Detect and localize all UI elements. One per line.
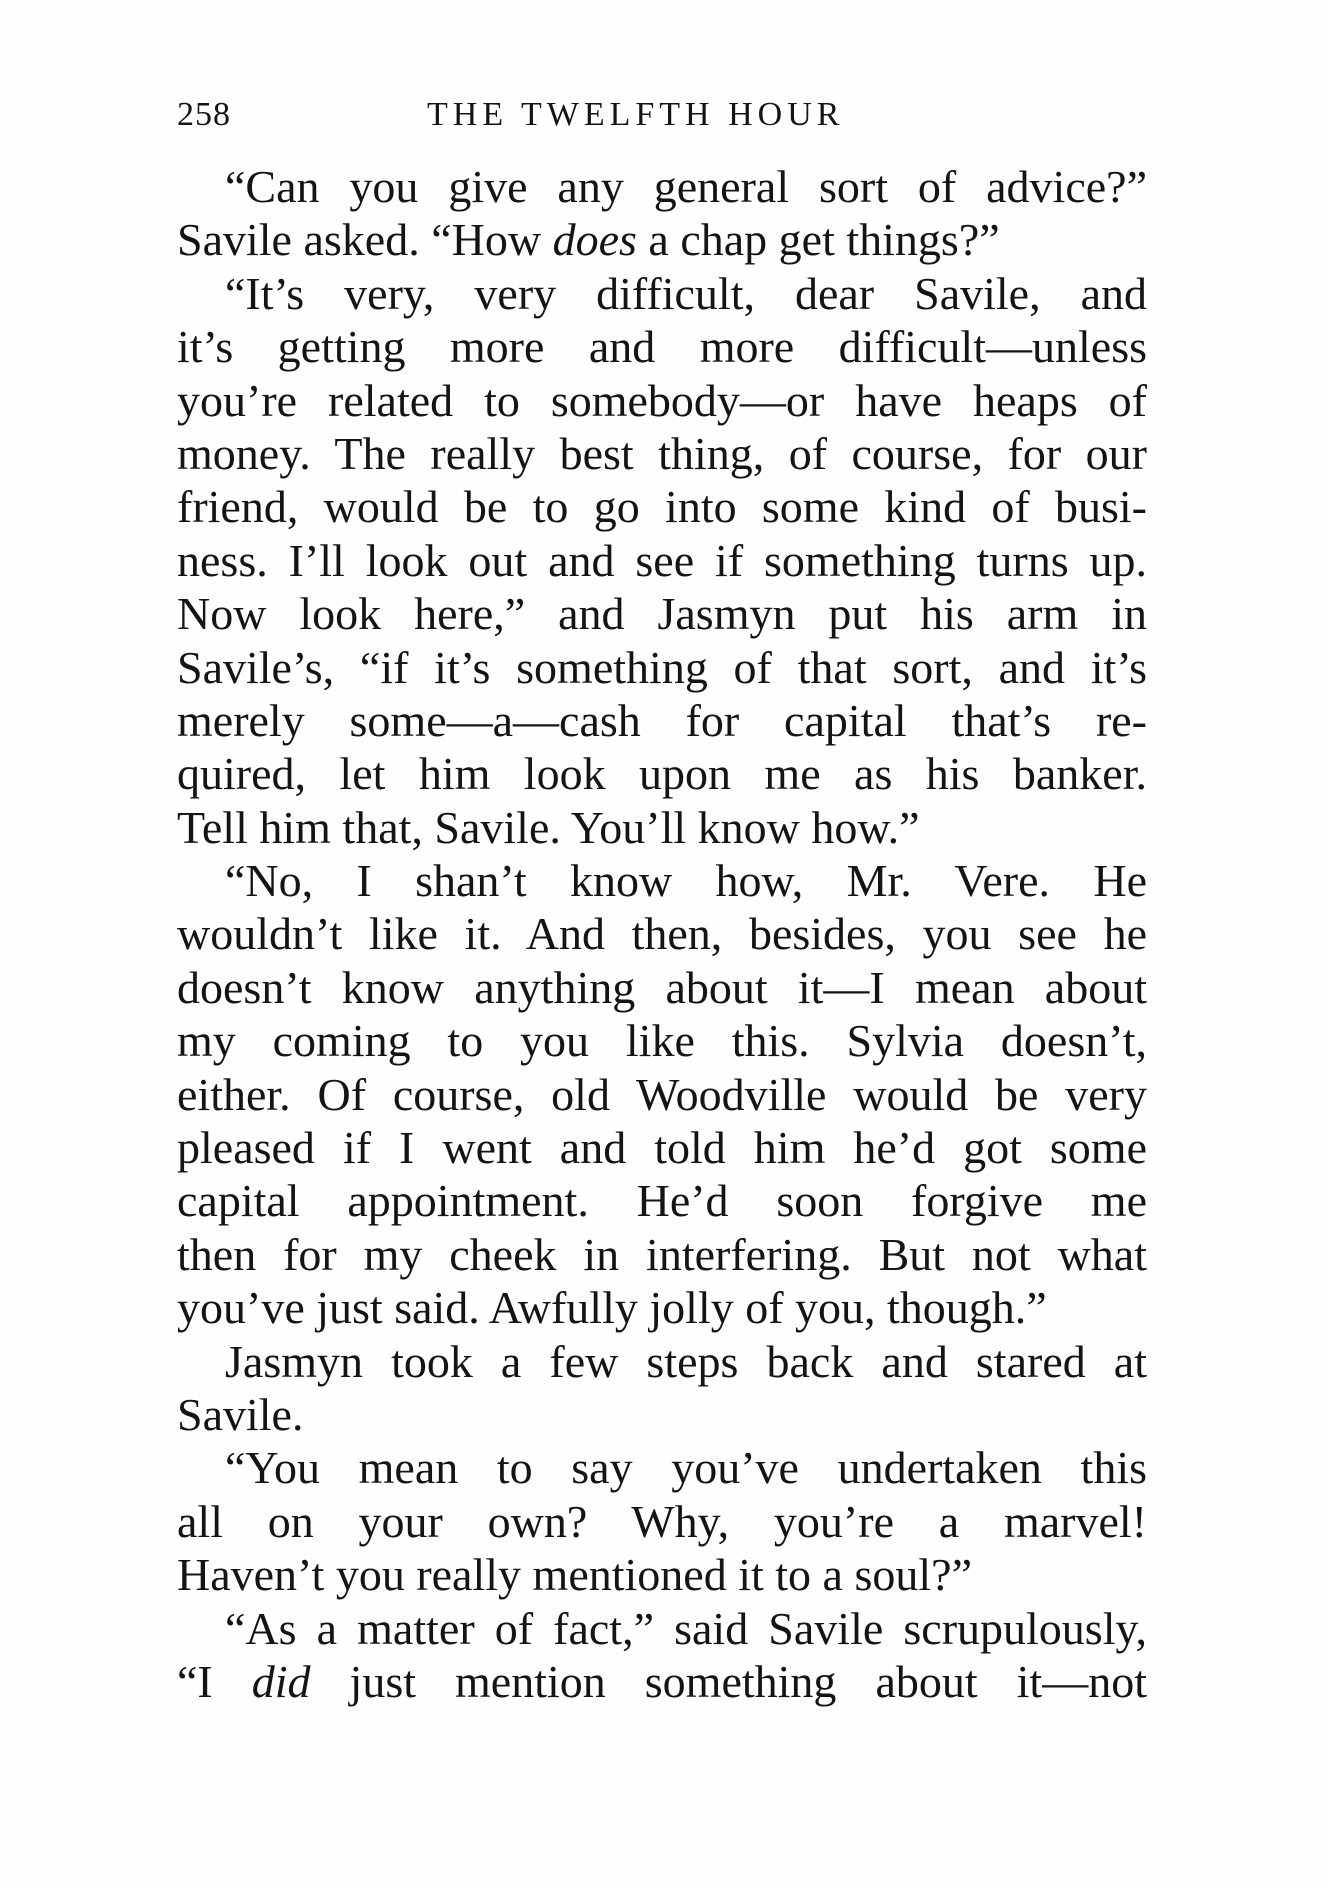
text-line bbox=[177, 694, 1147, 747]
running-head: THE TWELFTH HOUR bbox=[427, 96, 845, 133]
text-segment: Haven’t you really mentioned it to a soul?” bbox=[177, 1549, 972, 1601]
text-line bbox=[177, 801, 1147, 854]
text-segment: “As a matter of fact,” said Savile scrupulously, bbox=[225, 1602, 1147, 1654]
text-segment: Savile’s, “if it’s something of that sort, and it’s bbox=[177, 641, 1147, 693]
text-segment: all on your own? Why, you’re a marvel! bbox=[177, 1495, 1147, 1547]
text-segment: Now look here,” and Jasmyn put his arm in bbox=[177, 588, 1147, 640]
text-segment: “No, I shan’t know how, Mr. Vere. He bbox=[225, 855, 1147, 907]
text-line bbox=[177, 427, 1147, 480]
text-segment: you’re related to somebody—or have heaps of bbox=[177, 374, 1147, 426]
text-segment: a chap get things?” bbox=[636, 214, 1000, 266]
page-number: 258 bbox=[177, 96, 231, 133]
text-line bbox=[177, 320, 1147, 373]
text-line bbox=[177, 1388, 1147, 1441]
text-segment: my coming to you like this. Sylvia doesn’t, bbox=[177, 1015, 1147, 1067]
text-segment: Savile asked. “How bbox=[177, 214, 553, 266]
text-line bbox=[177, 1441, 1147, 1494]
text-segment: ness. I’ll look out and see if something turns up. bbox=[177, 534, 1147, 586]
italic-text: did bbox=[251, 1655, 311, 1707]
text-line bbox=[177, 747, 1147, 800]
text-line bbox=[177, 1602, 1147, 1655]
text-segment: capital appointment. He’d soon forgive me bbox=[177, 1175, 1147, 1227]
text-segment: you’ve just said. Awfully jolly of you, though.” bbox=[177, 1282, 1047, 1334]
text-segment: doesn’t know anything about it—I mean about bbox=[177, 961, 1147, 1013]
text-segment: merely some—a—cash for capital that’s re- bbox=[177, 694, 1147, 746]
text-line bbox=[177, 1655, 1147, 1708]
text-segment: money. The really best thing, of course, for our bbox=[177, 427, 1147, 479]
text-line bbox=[177, 1495, 1147, 1548]
text-segment: either. Of course, old Woodville would be very bbox=[177, 1068, 1147, 1120]
text-line bbox=[177, 213, 1147, 266]
text-segment: quired, let him look upon me as his banker. bbox=[177, 748, 1147, 800]
text-segment: then for my cheek in interfering. But not what bbox=[177, 1228, 1147, 1280]
text-line bbox=[177, 587, 1147, 640]
text-line bbox=[177, 267, 1147, 320]
text-line bbox=[177, 160, 1147, 213]
text-line bbox=[177, 854, 1147, 907]
text-segment: Savile. bbox=[177, 1388, 304, 1440]
text-segment: “You mean to say you’ve undertaken this bbox=[225, 1442, 1147, 1494]
text-line bbox=[177, 1014, 1147, 1067]
text-segment: friend, would be to go into some kind of busi- bbox=[177, 481, 1147, 533]
text-line bbox=[177, 1174, 1147, 1227]
page-header bbox=[177, 96, 1147, 146]
text-segment: just mention something about it—not bbox=[310, 1655, 1147, 1707]
text-segment: pleased if I went and told him he’d got some bbox=[177, 1122, 1147, 1174]
text-line bbox=[177, 1281, 1147, 1334]
text-segment: “It’s very, very difficult, dear Savile, and bbox=[225, 267, 1147, 319]
text-segment: wouldn’t like it. And then, besides, you see he bbox=[177, 908, 1147, 960]
text-line bbox=[177, 907, 1147, 960]
text-line bbox=[177, 961, 1147, 1014]
text-line bbox=[177, 1548, 1147, 1601]
text-line bbox=[177, 1121, 1147, 1174]
text-line bbox=[177, 534, 1147, 587]
text-line bbox=[177, 1335, 1147, 1388]
text-line bbox=[177, 1068, 1147, 1121]
text-segment: Tell him that, Savile. You’ll know how.” bbox=[177, 801, 920, 853]
italic-text: does bbox=[552, 214, 637, 266]
text-segment: “Can you give any general sort of advice?” bbox=[225, 161, 1147, 212]
text-line bbox=[177, 374, 1147, 427]
text-segment: “I bbox=[177, 1655, 252, 1707]
text-segment: Jasmyn took a few steps back and stared at bbox=[225, 1335, 1147, 1387]
text-line bbox=[177, 641, 1147, 694]
text-line bbox=[177, 1228, 1147, 1281]
text-segment: it’s getting more and more difficult—unless bbox=[177, 321, 1147, 373]
text-line bbox=[177, 480, 1147, 533]
body-text bbox=[177, 160, 1147, 1708]
